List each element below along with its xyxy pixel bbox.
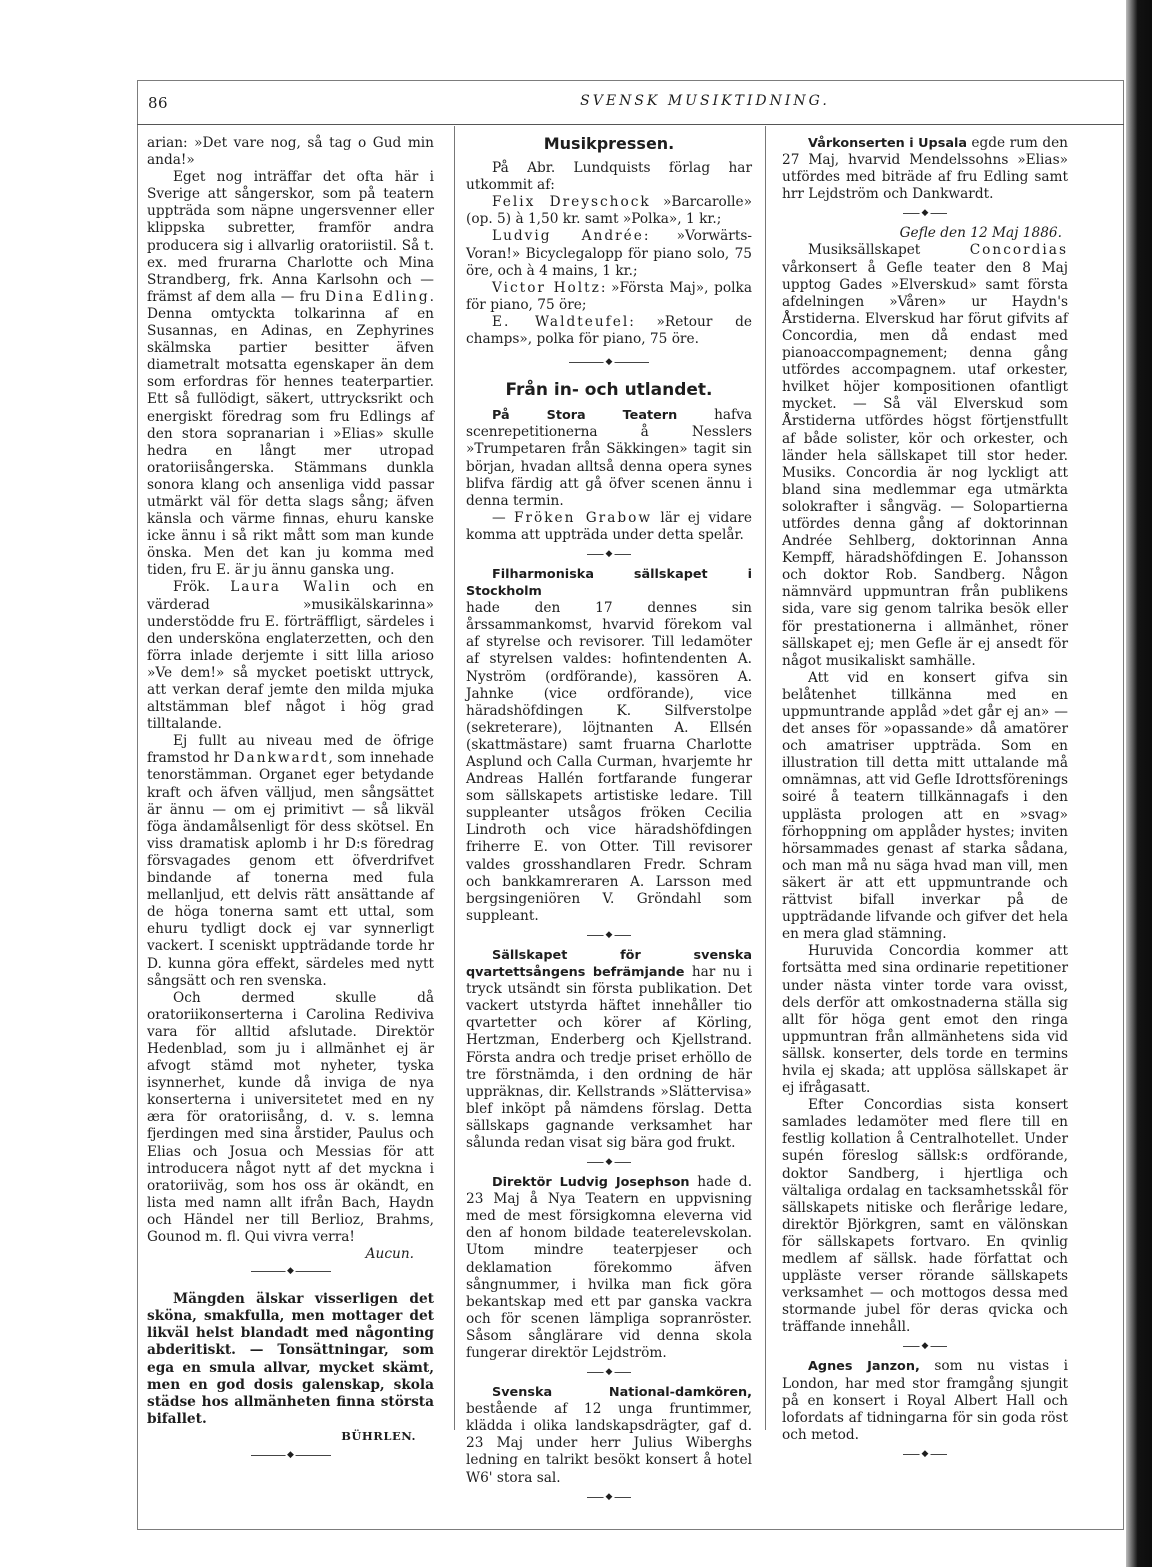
column-rule-2: [765, 126, 766, 1430]
page-edge-shadow: [1126, 0, 1152, 1567]
paragraph: — Fröken Grabow lär ej vidare komma att uppträda under detta spelår.: [466, 509, 753, 543]
section-divider: [903, 1448, 947, 1460]
signature: Aucun.: [365, 1246, 414, 1263]
dateline: Gefle den 12 Maj 1886.: [899, 225, 1062, 242]
section-divider: [903, 207, 947, 219]
paragraph: Filharmoniska sällskapet i Stockholm: [466, 566, 752, 600]
paragraph: Efter Concordias sista konsert samlades ledamöter med flere till en festlig kollation å Centralhotellet. Under supén föreslog sällsk:s ordförande, doktor Sandberg, i hjertliga och vältaliga ordalag en tacksamhetsskål för sällskapets nitiske och flerårige ledare, direktör Björkgren, samt en välönskan för sällskapets fortvaro. En qvinlig medlem af sällsk. hade författat och uppläste verser rörande sällskapets verksamhet — och mottogos dessa med stormande jubel för deras qvicka och träffande innehåll.: [782, 1097, 1068, 1336]
section-divider: [903, 1340, 947, 1352]
paragraph: På Abr. Lundquists förlag har utkommit af:: [466, 160, 752, 194]
column-rule-1: [454, 126, 455, 1430]
paragraph: Och dermed skulle då oratoriikonserterna i Carolina Rediviva vara för alltid afslutade. Direktör Hedenblad, som ju i allmänhet ej är afvogt stämd mot nyheter, tyska isynnerhet, kunde då inviga de nya konserterna i universitetet med en ny æra för oratoriisång, d. v. s. lemna fjerdingen med sina årstider, Paulus och Elias och Josua och Messias för att introducera något nytt af det myckna i oratoriiväg, som hos oss är okändt, en lista med namn allt ifrån Bach, Haydn och Händel ner till Berlioz, Brahms, Gounod m. fl. Qui vivra verra!: [147, 989, 434, 1245]
paragraph: Svenska National-damkören, bestående af 12 unga fruntimmer, klädda i olika landskapsdrägter, gaf d. 23 Maj under herr Julius Wiberghs ledning en talrikt besökt konsert å hotel W6' stora sal.: [466, 1385, 752, 1486]
column-left: [147, 135, 434, 1467]
page-number: 86: [148, 94, 169, 112]
paragraph: Felix Dreyschock »Barcarolle» (op. 5) à 1,50 kr. samt »Polka», 1 kr.;: [466, 194, 752, 228]
paragraph: Direktör Ludvig Josephson hade d. 23 Maj å Nya Teatern en uppvisning med de mest försigkomna eleverna vid den af honom bildade teaterelevskolan. Utom mindre teaterpjeser och deklamation förekommo äfven sångnummer, i hvilka man fick göra bekantskap med ett par ganska vackra och för scenen lämpliga sopranröster. Såsom sånglärare vid denna skola fungerar direktör Lejdström.: [466, 1174, 752, 1361]
paragraph: hade den 17 dennes sin årssammankomst, hvarvid förekom val af styrelse och revisorer. Till ledamöter af styrelsen valdes: hofintendenten A. Nyström (ordförande), kassören A. Jahnke (vice ordförande), vice häradshöfdingen K. Silfverstolpe (sekreterare), löjtnanten A. Ellsén (skattmästare) samt fruarna Charlotte Asplund och Calla Curman, hvarjemte hr Andreas Hallén fortfarande fungerar som sällskapets artistiske ledare. Till suppleanter utsågos fröken Cecilia Lindroth och vice häradshöfdingen friherre E. von Otter. Till revisorer valdes grosshandlaren Fredr. Schram och bankkamreraren A. Larsson med bergsingeniören V. Gröndahl som suppleant.: [466, 600, 752, 924]
paragraph: Huruvida Concordia kommer att fortsätta med sina ordinarie repetitioner under nästa vinter torde vara ovisst, dels derför att omkostnaderna ställa sig allt för höga gent emot den ringa uppmuntran från allmänhetens sida vid sällsk. konserter, dels torde en termins hvila ej skada; att upplösa sällskapet är ej ifrågasatt.: [782, 943, 1068, 1097]
section-divider: [251, 1449, 331, 1461]
paragraph: Ej fullt au niveau med de öfrige framstod hr Dankwardt, som innehade tenorstämman. Organet eger betydande kraft och äfven välljud, men sångsättet är ännu — om ej primitivt — så likväl föga ändamålsenligt för dess skötsel. En viss dramatisk aplomb i hr D:s föredrag försvagades genom ett öfverdrifvet bindande af tonerna med fula mellanljud, ett delvis rätt ansättande af de höga tonerna samt ett uttal, som ehuru tydligt dock ej var synnerligt vackert. I sceniskt uppträdande torde hr D. kunna göra effekt, särdeles med nytt sångsätt och ren svenska.: [147, 733, 434, 989]
section-divider: [251, 1265, 331, 1277]
paragraph: Ludvig Andrée: »Vorwärts-Voran!» Bicyclegalopp för piano solo, 75 öre, och à 4 mains, 1 kr.;: [466, 228, 752, 279]
paragraph: Sällskapet för svenska qvartettsångens befrämjande har nu i tryck utsändt sin första publikation. Det vackert utstyrda häftet innehåller tio qvartetter och körer af Körling, Hertzman, Enderberg och Kjellstrand. Första andra och tredje priset erhöllo de tre förstnämda, i den ordning de här uppräknas, dir. Kellstrands »Slättervisa» blef inköpt på nämdens förslag. Detta sällskaps gagnande verksamhet har sålunda redan visat sig bära god frukt.: [466, 947, 752, 1151]
paragraph: E. Waldteufel: »Retour de champs», polka för piano, 75 öre.: [466, 313, 752, 348]
section-divider: [587, 548, 631, 560]
paragraph: Victor Holtz: »Första Maj», polka för piano, 75 öre;: [466, 279, 753, 313]
section-divider: [587, 1156, 631, 1168]
signature: BÜHRLEN.: [341, 1428, 416, 1443]
column-right: [782, 135, 1068, 1466]
running-title: SVENSK MUSIKTIDNING.: [580, 93, 830, 109]
section-divider: [587, 1366, 631, 1378]
paragraph: Mängden älskar visserligen det sköna, smakfulla, men mottager det likväl helst blandadt med någonting abderitiskt. — Tonsättningar, som ega en smula allvar, mycket skämt, men en god dosis galenskap, skola städse hos allmänheten finna största bifallet.: [147, 1291, 434, 1427]
column-middle: [466, 135, 752, 1509]
section-title: Från in- och utlandet.: [505, 380, 713, 401]
section-divider: [587, 929, 631, 941]
paragraph: På Stora Teatern hafva scenrepetitionerna å Nesslers »Trumpetaren från Säkkingen» tagit sin början, hvadan alltså denna opera synes blifva färdig att gå öfver scenen ännu i denna termin.: [466, 407, 752, 509]
paragraph: arian: »Det vare nog, så tag o Gud min anda!»: [147, 135, 434, 169]
section-title: Musikpressen.: [543, 134, 675, 153]
paragraph: Att vid en konsert gifva sin belåtenhet tillkänna med en uppmuntrande applåd »det går ej an» — det anses för »opassande» då amatörer och amatriser uppträda. Som en illustration till detta mitt uttalande må omnämnas, att vid Gefle Idrottsförenings soiré å teatern tillkännagafs i den upplästa prologen att en »svag» förhoppning om applåder hystes; inviten hörsammades genast af starka sådana, och man må nu säga hvad man vill, men säkert är att ett uppmuntrande och rättvist bifall inverkar på de uppträdande lifvande och gifver det hela en mera glad stämning.: [782, 669, 1068, 943]
header-rule: [137, 124, 1124, 125]
section-divider: [569, 356, 649, 368]
paragraph: Frök. Laura Walin och en värderad »musikälskarinna» understödde fru E. förträffligt, särdeles i den undersköna englaterzetten, och den förra inlade derjemte i sitt lilla arioso »Ve dem!» så mycket poetiskt uttryck, att verkan deraf jemte den milda mjuka altstämman blef något i hög grad tilltalande.: [147, 579, 434, 733]
paragraph: Eget nog inträffar det ofta här i Sverige att sångerskor, som på teatern uppträda som näpne ungersvenner eller klippska subretter, framför andra producera sig i allvarlig oratoriistil. Så t. ex. med frurarna Charlotte och Mina Strandberg, frk. Anna Karlsohn och — främst af dem alla — fru Dina Edling. Denna omtyckta tolkarinna af en Susannas, en Adinas, en Zephyrines skälmska partier besitter äfven diametralt motsatta egenskaper än dem som erfordras för hennes teaterpartier. Ett så fullödigt, säkert, uttrycksrikt och energiskt föredrag som fru Edlings af den stora sopranarian i »Elias» skulle hedra en långt mer utropad oratoriisångerska. Stämmans dunkla sonora klang och ansenliga vidd passar utmärkt väl för detta slags sång; äfven känsla och värme finnas, ehuru kanske icke ännu i så rikt mått som man kunde önska. Men det kan ju komma med tiden, fru E. är ju ännu ganska ung.: [147, 169, 434, 579]
section-divider: [587, 1491, 631, 1503]
paragraph: Musiksällskapet Concordias vårkonsert å Gefle teater den 8 Maj upptog Gades »Elverskud» samt första afdelningen »Våren» ur Haydn's Årstiderna. Elverskud har förut gifvits af Concordia, men då endast med pianoaccompagnement; denna gång utfördes accompagnem. utaf orkester, hvilket höjer kompositionen ofantligt mycket. — Så väl Elverskud som Årstiderna utfördes högst förtjenstfullt af både solister, kör och orkester, och länder hela sällskapet till stor heder. Musiks. Concordia är nog lyckligt att bland sina medlemmar ega utmärkta solokrafter i sångväg. — Solopartierna utfördes denna gång af doktorinnan Andrée Sehlberg, doktorinnan Anna Kempff, häradshöfdingen E. Johansson och doktor Rob. Sandberg. Någon nämnvärd uppmuntran från publikens sida, vare sig genom talrika besök eller för prestationerna i allmänhet, röner sällskapet ej; men Gefle är ej ansedt för något musikaliskt samhälle.: [782, 242, 1068, 669]
paragraph: Vårkonserten i Upsala egde rum den 27 Maj, hvarvid Mendelssohns »Elias» utfördes med biträde af fru Edling samt hrr Lejdström och Dankwardt.: [782, 135, 1068, 203]
paragraph: Agnes Janzon, som nu vistas i London, har med stor framgång sjungit på en konsert i Royal Albert Hall och lofordats af tidningarna för sin goda röst och metod.: [782, 1358, 1068, 1443]
